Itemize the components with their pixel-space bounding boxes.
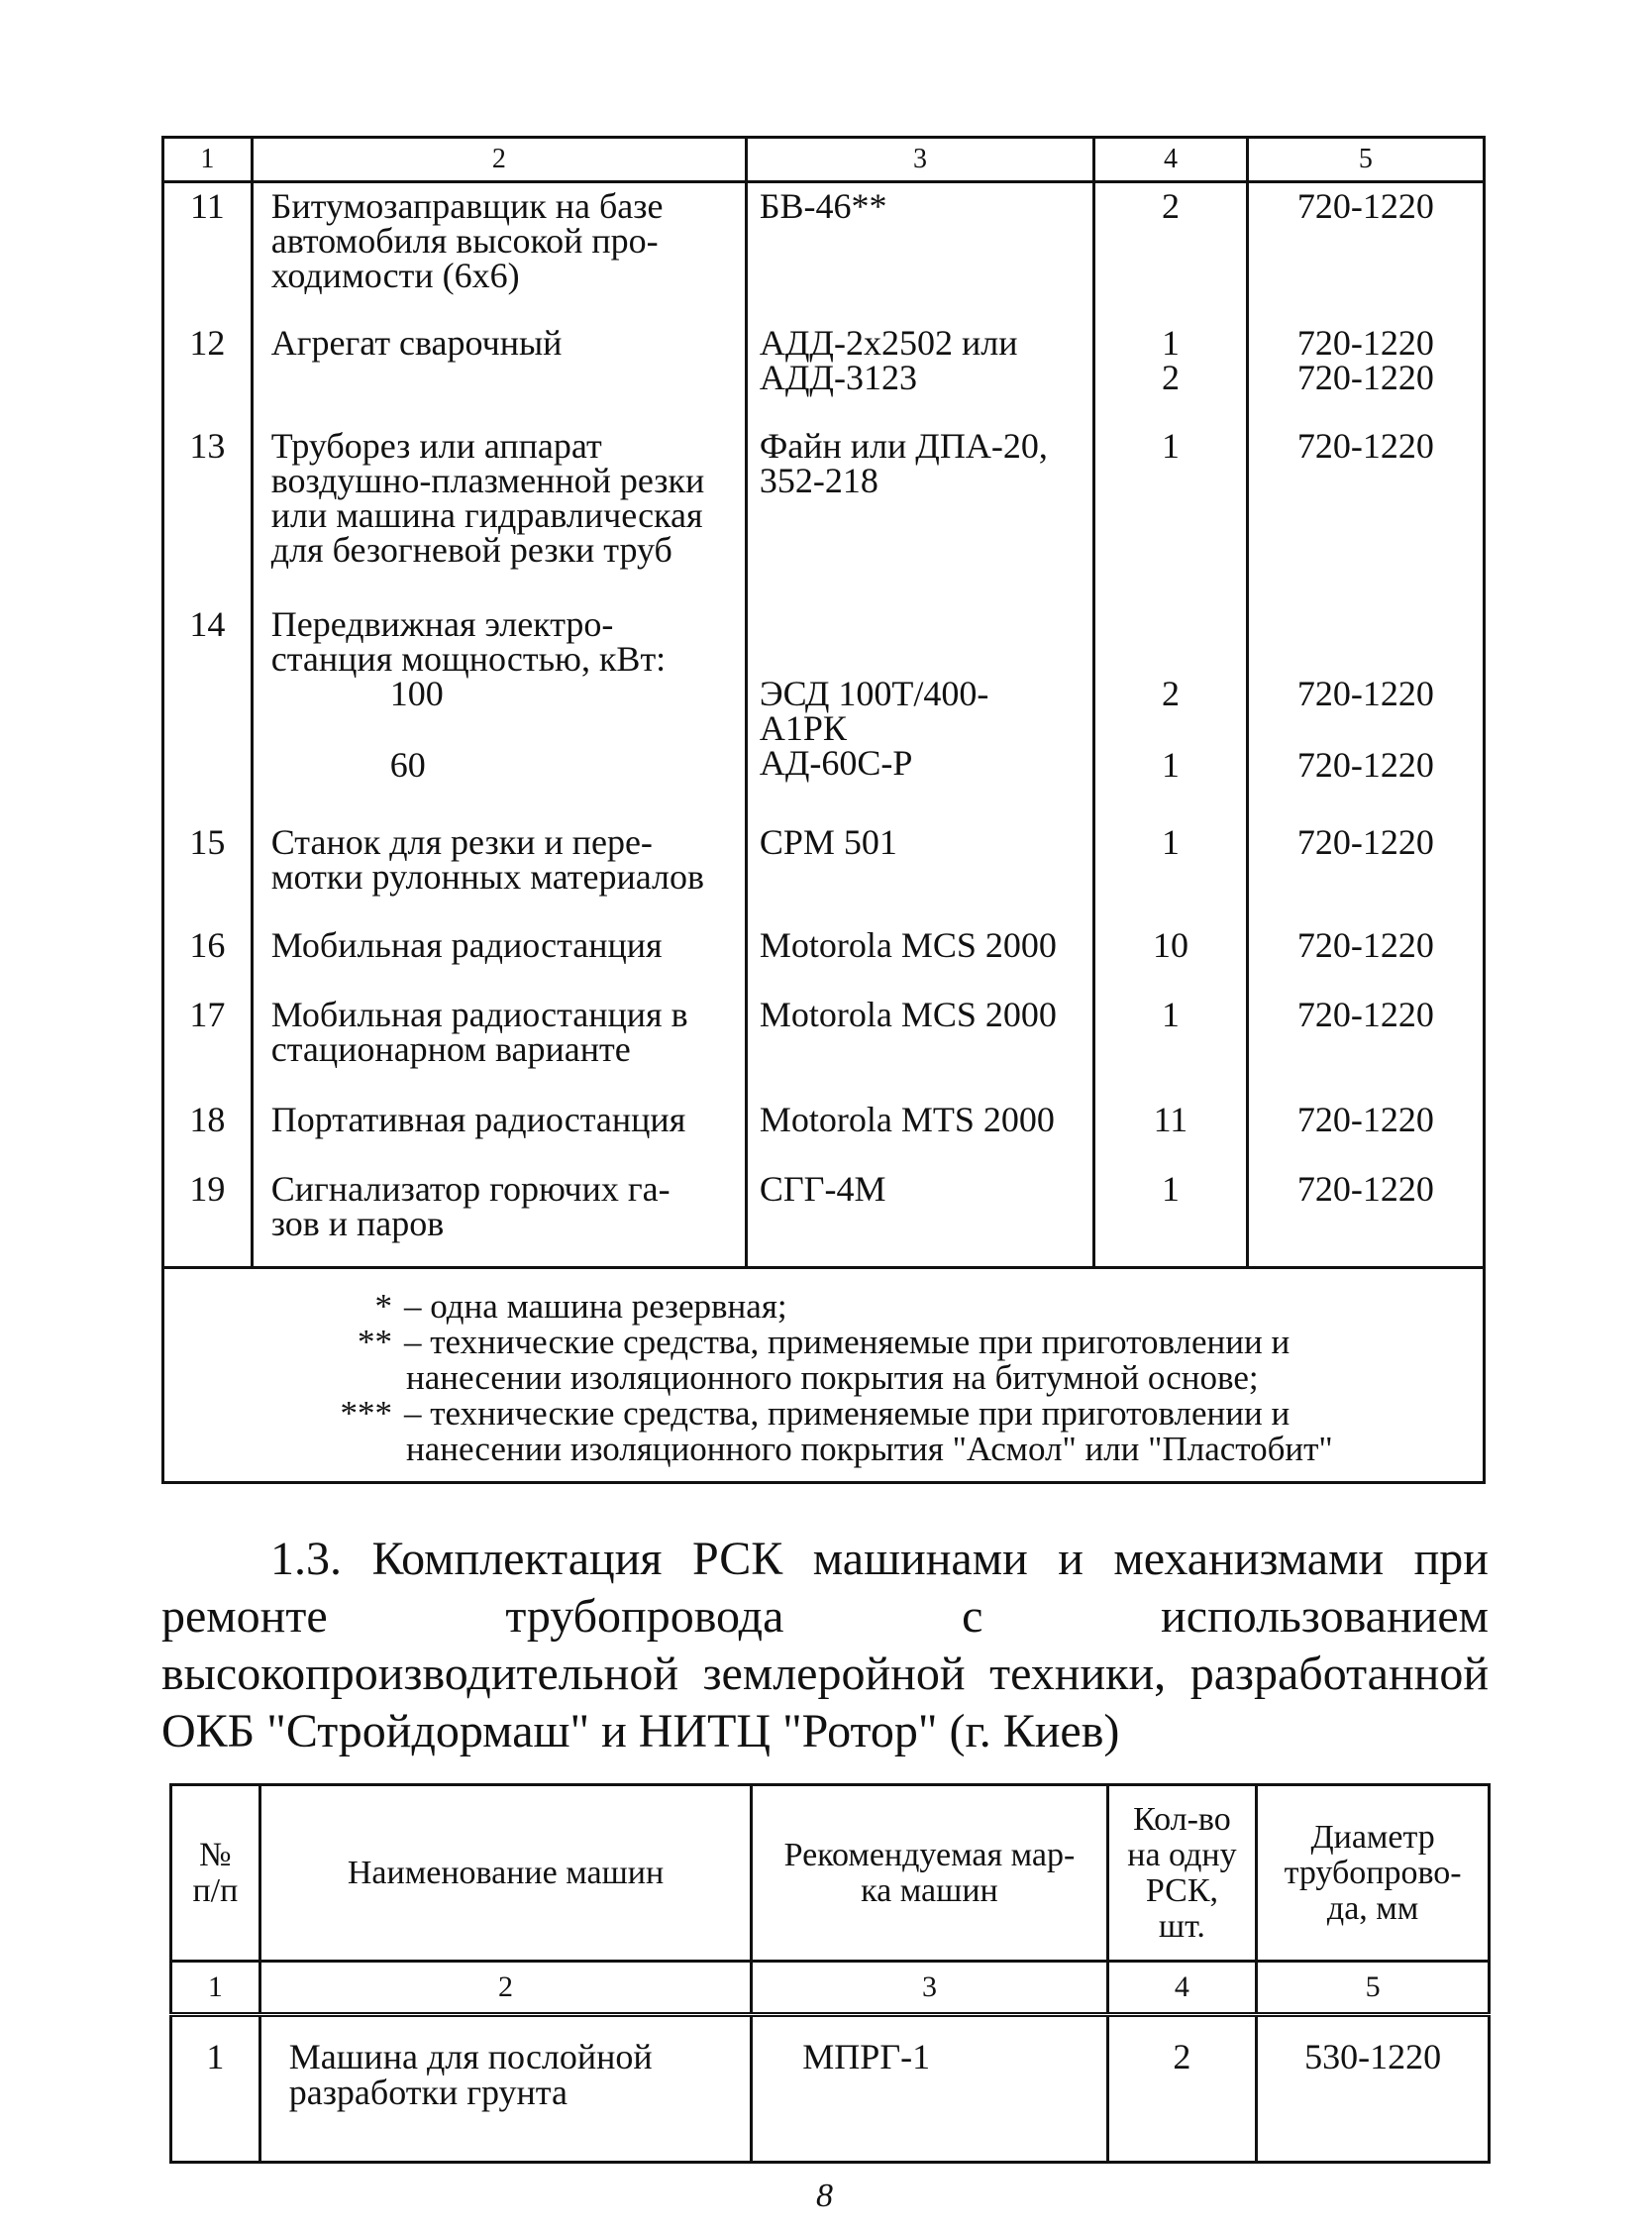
header-number: № п/п [171, 1785, 260, 1962]
row-number: 18 [163, 1103, 253, 1172]
header-diameter: Диаметр трубопрово- да, мм [1257, 1785, 1490, 1962]
column-number-row [163, 138, 1485, 182]
column-number: 3 [752, 1962, 1107, 2015]
pipe-diameter: 720-1220 [1247, 1172, 1484, 1268]
machine-name: Портативная радиостанция [252, 1103, 746, 1172]
column-number: 3 [746, 138, 1093, 182]
table-row [163, 928, 1485, 998]
power-value: 100 [389, 674, 444, 713]
header-qty: Кол-во на одну РСК, шт. [1107, 1785, 1257, 1962]
row-number: 13 [163, 429, 253, 607]
row-number: 1 [171, 2015, 260, 2163]
header-name: Наименование машин [259, 1785, 752, 1962]
pipe-diameter: 720-1220 720-1220 [1247, 607, 1484, 825]
machine-name: Мобильная радиостанция в стационарном варианте [252, 998, 746, 1103]
table-row [163, 998, 1485, 1103]
machine-qty: 1 [1094, 1172, 1247, 1268]
machine-qty: 2 [1107, 2015, 1257, 2163]
machine-qty: 10 [1094, 928, 1247, 998]
machine-name: Агрегат сварочный [252, 326, 746, 429]
column-number: 2 [252, 138, 746, 182]
column-number: 5 [1247, 138, 1484, 182]
table-row [163, 1103, 1485, 1172]
section-paragraph [161, 1531, 1489, 1760]
row-number: 19 [163, 1172, 253, 1268]
row-number: 16 [163, 928, 253, 998]
machine-name: Передвижная электро- станция мощностью, кВт: 100 60 [252, 607, 746, 825]
machine-qty: 2 [1094, 182, 1247, 327]
table-row [163, 825, 1485, 928]
table-row [163, 326, 1485, 429]
page-number: 8 [816, 2178, 833, 2214]
pipe-diameter: 720-1220 [1247, 928, 1484, 998]
pipe-diameter: 720-1220 [1247, 998, 1484, 1103]
column-number: 4 [1094, 138, 1247, 182]
column-number: 2 [259, 1962, 752, 2015]
row-number: 14 [163, 607, 253, 825]
machine-brand: Motorola MCS 2000 [746, 928, 1093, 998]
machine-brand: ЭСД 100Т/400- А1РК АД-60С-Р [746, 607, 1093, 825]
row-number: 17 [163, 998, 253, 1103]
row-number: 15 [163, 825, 253, 928]
machine-qty: 2 1 [1094, 607, 1247, 825]
section-1-3-text: 1.3. Комплектация РСК машинами и механизмами при ремонте трубопровода с использованием высокопроизводительной землеройной техники, разработанной ОКБ "Стройдормаш" и НИТЦ "Ротор" (г. Киев) [161, 1533, 1489, 1757]
machine-brand: АДД-2х2502 или АДД-3123 [746, 326, 1093, 429]
machine-name: Машина для послойной разработки грунта [259, 2015, 752, 2163]
table-header-row [171, 1785, 1490, 1962]
machine-brand: Файн или ДПА-20, 352-218 [746, 429, 1093, 607]
machine-qty: 1 2 [1094, 326, 1247, 429]
column-number: 4 [1107, 1962, 1257, 2015]
pipe-diameter: 720-1220 [1247, 182, 1484, 327]
machine-name: Станок для резки и пере- мотки рулонных материалов [252, 825, 746, 928]
machine-name: Сигнализатор горючих га- зов и паров [252, 1172, 746, 1268]
machine-qty: 1 [1094, 998, 1247, 1103]
machine-brand: СРМ 501 [746, 825, 1093, 928]
machine-qty: 1 [1094, 429, 1247, 607]
column-number: 1 [171, 1962, 260, 2015]
pipe-diameter: 720-1220 [1247, 1103, 1484, 1172]
row-number: 11 [163, 182, 253, 327]
pipe-diameter: 530-1220 [1257, 2015, 1490, 2163]
machine-name: Мобильная радиостанция [252, 928, 746, 998]
footnotes-row [163, 1268, 1485, 1483]
table-row [163, 607, 1485, 825]
table-row [163, 182, 1485, 327]
pipe-diameter: 720-1220 [1247, 429, 1484, 607]
machine-qty: 1 [1094, 825, 1247, 928]
column-number: 1 [163, 138, 253, 182]
machine-name: Труборез или аппарат воздушно-плазменной резки или машина гидравлическая для безогневой резки труб [252, 429, 746, 607]
machine-brand: МПРГ-1 [752, 2015, 1107, 2163]
table-row [171, 2015, 1490, 2163]
machine-qty: 11 [1094, 1103, 1247, 1172]
machine-brand: Motorola MTS 2000 [746, 1103, 1093, 1172]
machine-name: Битумозаправщик на базе автомобиля высокой про- ходимости (6х6) [252, 182, 746, 327]
machine-brand: СГГ-4М [746, 1172, 1093, 1268]
header-brand: Рекомендуемая мар- ка машин [752, 1785, 1107, 1962]
equipment-table-continued [161, 136, 1486, 1484]
column-number: 5 [1257, 1962, 1490, 2015]
footnote: ** – технические средства, применяемые при приготовлении и [358, 1323, 1291, 1361]
footnotes: * – одна машина резервная; ** – технические средства, применяемые при приготовлении и нанесении изоляционного покрытия на битумной основе; *** – технические средства, применяемые при приготовлении и нанесении изоляционного покрытия "Асмол" или "Пластобит" [163, 1268, 1485, 1483]
machine-brand: БВ-46** [746, 182, 1093, 327]
row-number: 12 [163, 326, 253, 429]
pipe-diameter: 720-1220 720-1220 [1247, 326, 1484, 429]
machine-brand: Motorola MCS 2000 [746, 998, 1093, 1103]
pipe-diameter: 720-1220 [1247, 825, 1484, 928]
column-number-row [171, 1962, 1490, 2015]
footnote: * – одна машина резервная; [374, 1287, 787, 1326]
footnote: *** – технические средства, применяемые при приготовлении и [340, 1394, 1291, 1433]
power-value: 60 [389, 745, 426, 785]
table-row [163, 429, 1485, 607]
equipment-table-1-3 [169, 1783, 1491, 2164]
table-row [163, 1172, 1485, 1268]
